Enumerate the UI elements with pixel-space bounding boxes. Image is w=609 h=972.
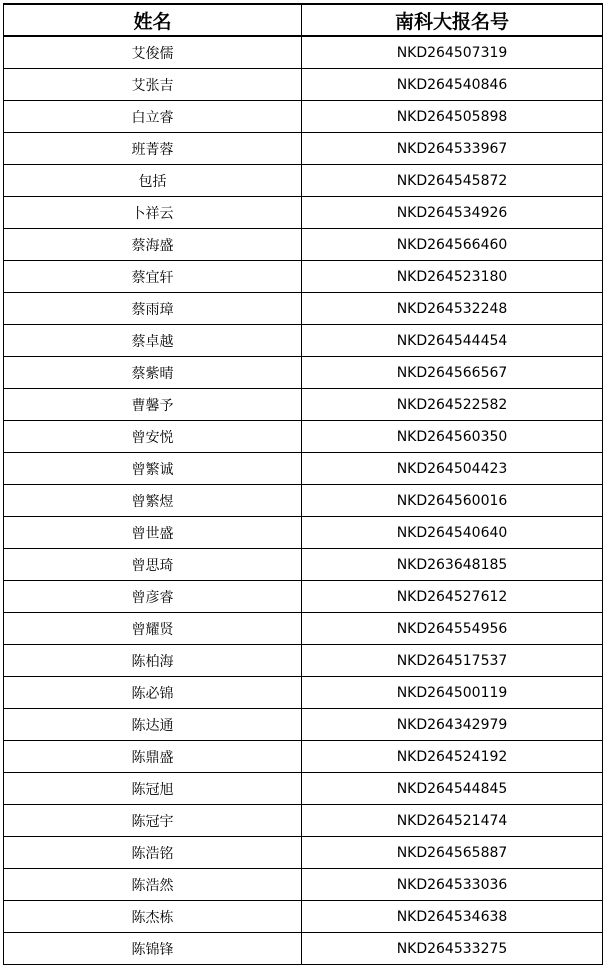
- table-row: [4, 261, 603, 293]
- table-row: [4, 549, 603, 581]
- cell-application-number: NKD264500119: [302, 677, 603, 709]
- table-row: [4, 677, 603, 709]
- cell-name: 曾安悦: [4, 421, 302, 453]
- cell-name: 包括: [4, 165, 302, 197]
- cell-name: 陈浩然: [4, 869, 302, 901]
- table-row: [4, 165, 603, 197]
- table-row: [4, 485, 603, 517]
- cell-application-number: NKD264560016: [302, 485, 603, 517]
- cell-name: 陈鼎盛: [4, 741, 302, 773]
- table-row: [4, 773, 603, 805]
- cell-name: 陈浩铭: [4, 837, 302, 869]
- table-row: [4, 69, 603, 101]
- cell-application-number: NKD264523180: [302, 261, 603, 293]
- cell-name: 曾思琦: [4, 549, 302, 581]
- cell-application-number: NKD264566567: [302, 357, 603, 389]
- table-row: [4, 36, 603, 69]
- cell-application-number: NKD264527612: [302, 581, 603, 613]
- cell-name: 班菁蓉: [4, 133, 302, 165]
- table-row: [4, 805, 603, 837]
- cell-application-number: NKD264532248: [302, 293, 603, 325]
- cell-name: 艾张吉: [4, 69, 302, 101]
- cell-name: 蔡紫晴: [4, 357, 302, 389]
- table-row: [4, 517, 603, 549]
- cell-application-number: NKD264522582: [302, 389, 603, 421]
- cell-name: 陈达通: [4, 709, 302, 741]
- table-row: [4, 389, 603, 421]
- cell-application-number: NKD264540640: [302, 517, 603, 549]
- table-row: [4, 453, 603, 485]
- table-row: [4, 133, 603, 165]
- header-application-number: 南科大报名号: [302, 4, 603, 36]
- cell-name: 陈柏海: [4, 645, 302, 677]
- table-header-row: [4, 4, 603, 36]
- cell-application-number: NKD264505898: [302, 101, 603, 133]
- cell-application-number: NKD264565887: [302, 837, 603, 869]
- table-row: [4, 581, 603, 613]
- cell-name: 曾繁煜: [4, 485, 302, 517]
- cell-application-number: NKD264507319: [302, 36, 603, 69]
- cell-name: 陈锦锋: [4, 933, 302, 965]
- table-row: [4, 837, 603, 869]
- cell-name: 陈冠宇: [4, 805, 302, 837]
- cell-name: 曾彦睿: [4, 581, 302, 613]
- cell-application-number: NKD264544845: [302, 773, 603, 805]
- cell-application-number: NKD264544454: [302, 325, 603, 357]
- table-row: [4, 101, 603, 133]
- cell-name: 曾繁诚: [4, 453, 302, 485]
- cell-name: 白立睿: [4, 101, 302, 133]
- cell-application-number: NKD263648185: [302, 549, 603, 581]
- cell-application-number: NKD264517537: [302, 645, 603, 677]
- table-row: [4, 613, 603, 645]
- cell-application-number: NKD264566460: [302, 229, 603, 261]
- cell-application-number: NKD264534926: [302, 197, 603, 229]
- cell-name: 陈冠旭: [4, 773, 302, 805]
- cell-name: 蔡宜轩: [4, 261, 302, 293]
- table-row: [4, 357, 603, 389]
- table-row: [4, 741, 603, 773]
- cell-name: 蔡卓越: [4, 325, 302, 357]
- table-row: [4, 325, 603, 357]
- table-row: [4, 421, 603, 453]
- cell-name: 曾世盛: [4, 517, 302, 549]
- applicant-table: [3, 3, 603, 965]
- table-row: [4, 229, 603, 261]
- cell-name: 陈杰栋: [4, 901, 302, 933]
- cell-name: 卜祥云: [4, 197, 302, 229]
- cell-name: 蔡海盛: [4, 229, 302, 261]
- table-row: [4, 709, 603, 741]
- table-row: [4, 933, 603, 965]
- cell-application-number: NKD264545872: [302, 165, 603, 197]
- cell-application-number: NKD264342979: [302, 709, 603, 741]
- cell-application-number: NKD264533275: [302, 933, 603, 965]
- cell-application-number: NKD264533967: [302, 133, 603, 165]
- cell-application-number: NKD264554956: [302, 613, 603, 645]
- table-row: [4, 869, 603, 901]
- cell-application-number: NKD264521474: [302, 805, 603, 837]
- cell-application-number: NKD264534638: [302, 901, 603, 933]
- cell-application-number: NKD264524192: [302, 741, 603, 773]
- cell-application-number: NKD264540846: [302, 69, 603, 101]
- table-row: [4, 293, 603, 325]
- cell-name: 曾耀贤: [4, 613, 302, 645]
- cell-application-number: NKD264504423: [302, 453, 603, 485]
- table-row: [4, 901, 603, 933]
- cell-name: 艾俊儒: [4, 36, 302, 69]
- table-row: [4, 645, 603, 677]
- cell-name: 曹馨予: [4, 389, 302, 421]
- cell-application-number: NKD264533036: [302, 869, 603, 901]
- cell-application-number: NKD264560350: [302, 421, 603, 453]
- header-name: 姓名: [4, 4, 302, 36]
- cell-name: 蔡雨璋: [4, 293, 302, 325]
- table-row: [4, 197, 603, 229]
- table-body: [4, 36, 603, 965]
- cell-name: 陈必锦: [4, 677, 302, 709]
